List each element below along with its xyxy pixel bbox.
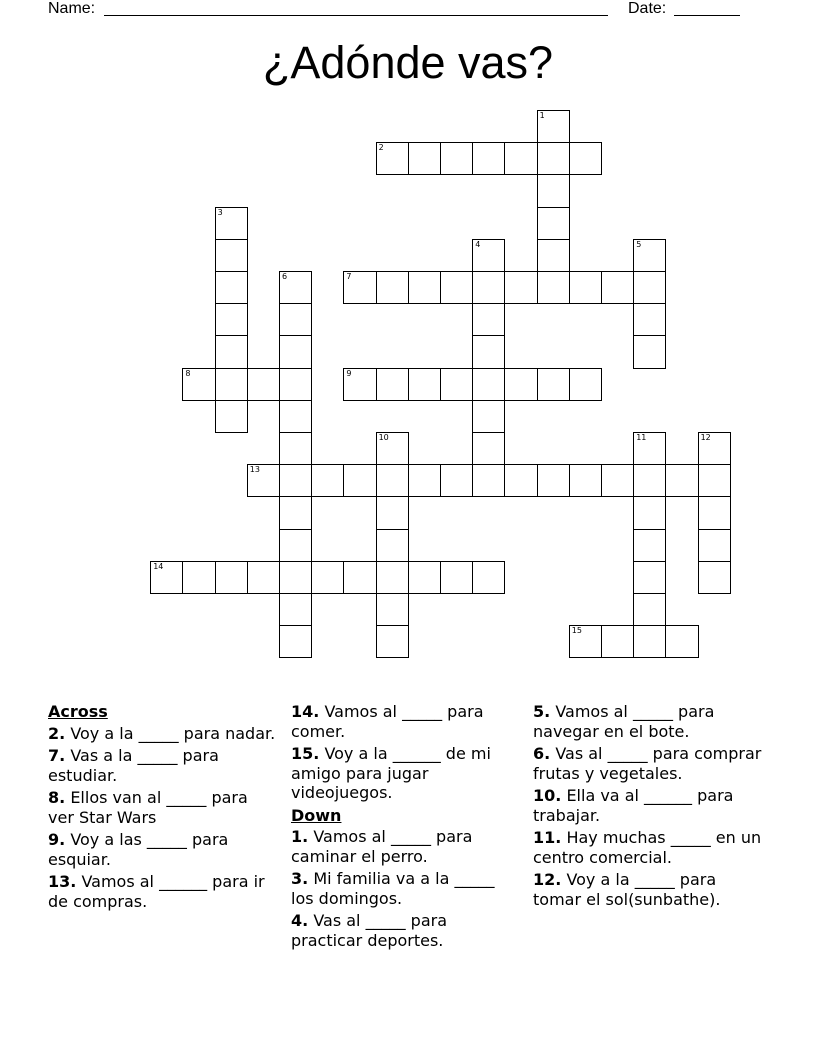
crossword-cell[interactable] (569, 142, 602, 175)
crossword-cell[interactable] (376, 142, 409, 175)
clue-number: 14. (291, 702, 320, 721)
crossword-cell[interactable] (215, 335, 248, 368)
crossword-cell[interactable] (150, 561, 183, 594)
crossword-cell[interactable] (376, 368, 409, 401)
crossword-cell[interactable] (472, 464, 505, 497)
crossword-cell[interactable] (537, 174, 570, 207)
crossword-cell[interactable] (279, 464, 312, 497)
crossword-cell[interactable] (408, 561, 441, 594)
crossword-cell[interactable] (343, 368, 376, 401)
crossword-cell[interactable] (376, 271, 409, 304)
clue-number: 4. (291, 911, 309, 930)
crossword-cell[interactable] (569, 625, 602, 658)
crossword-cell[interactable] (215, 368, 248, 401)
clue-down-1 (291, 827, 521, 866)
crossword-cell[interactable] (440, 368, 473, 401)
crossword-cell[interactable] (376, 529, 409, 562)
clue-number: 9. (48, 830, 66, 849)
crossword-cell[interactable] (376, 496, 409, 529)
crossword-cell[interactable] (601, 271, 634, 304)
crossword-cell[interactable] (215, 239, 248, 272)
crossword-cell[interactable] (633, 593, 666, 626)
crossword-cell[interactable] (698, 464, 731, 497)
clue-number: 3. (291, 869, 309, 888)
clue-across-2 (48, 724, 278, 744)
crossword-cell[interactable] (408, 464, 441, 497)
crossword-cell[interactable] (537, 142, 570, 175)
clue-text: Voy a la _____ para nadar. (70, 723, 276, 743)
clue-number: 8. (48, 788, 66, 807)
crossword-cell[interactable] (408, 271, 441, 304)
crossword-cell[interactable] (279, 593, 312, 626)
crossword-cell[interactable] (633, 239, 666, 272)
clue-text: Hay muchas _____ en un centro comercial. (533, 828, 762, 867)
cell-number: 5 (636, 239, 642, 249)
across-heading: Across (48, 702, 108, 721)
crossword-cell[interactable] (279, 529, 312, 562)
clue-across-15 (291, 744, 521, 803)
crossword-cell[interactable] (408, 142, 441, 175)
clue-text: Vamos al _____ para navegar en el bote. (533, 702, 715, 741)
crossword-cell[interactable] (601, 625, 634, 658)
crossword-cell[interactable] (537, 368, 570, 401)
clue-number: 11. (533, 828, 562, 847)
crossword-cell[interactable] (279, 561, 312, 594)
clue-text: Voy a las _____ para esquiar. (48, 830, 229, 869)
clue-down-5 (533, 702, 763, 741)
crossword-cell[interactable] (472, 432, 505, 465)
crossword-cell[interactable] (537, 110, 570, 143)
crossword-cell[interactable] (343, 561, 376, 594)
clue-text: Voy a la ______ de mi amigo para jugar videojuegos. (291, 744, 491, 802)
crossword-cell[interactable] (279, 400, 312, 433)
crossword-cell[interactable] (472, 239, 505, 272)
clue-across-7 (48, 746, 278, 785)
cell-number: 12 (700, 433, 711, 442)
clue-text: Vas al _____ para practicar deportes. (291, 911, 448, 950)
crossword-cell[interactable] (698, 496, 731, 529)
crossword-cell[interactable] (440, 142, 473, 175)
crossword-cell[interactable] (472, 142, 505, 175)
clue-number: 6. (533, 744, 551, 763)
crossword-cell[interactable] (633, 625, 666, 658)
crossword-cell[interactable] (440, 561, 473, 594)
cell-number: 4 (475, 239, 481, 249)
crossword-cell[interactable] (537, 239, 570, 272)
crossword-cell[interactable] (504, 142, 537, 175)
crossword-cell[interactable] (569, 271, 602, 304)
crossword-cell[interactable] (537, 464, 570, 497)
clue-across-14 (291, 702, 521, 741)
crossword-cell[interactable] (311, 464, 344, 497)
crossword-cell[interactable] (279, 271, 312, 304)
clue-column-3 (533, 702, 763, 912)
crossword-cell[interactable] (247, 464, 280, 497)
clue-text: Vas a la _____ para estudiar. (48, 746, 219, 785)
down-heading: Down (291, 805, 342, 825)
clue-text: Mi familia va a la _____ los domingos. (291, 869, 495, 908)
crossword-cell[interactable] (343, 271, 376, 304)
clue-down-12 (533, 870, 763, 909)
crossword-cell[interactable] (633, 303, 666, 336)
clue-across-8 (48, 788, 278, 827)
clue-text: Vamos al ______ para ir de compras. (48, 872, 265, 911)
cell-number: 1 (539, 111, 545, 120)
crossword-cell[interactable] (376, 593, 409, 626)
cell-number: 11 (636, 433, 647, 442)
crossword-cell[interactable] (472, 400, 505, 433)
clue-text: Ellos van al _____ para ver Star Wars (48, 788, 248, 827)
name-label: Name: (48, 0, 96, 17)
clue-number: 13. (48, 872, 77, 891)
crossword-cell[interactable] (472, 561, 505, 594)
crossword-cell[interactable] (504, 464, 537, 497)
crossword-cell[interactable] (376, 561, 409, 594)
crossword-cell[interactable] (343, 464, 376, 497)
cell-number: 10 (378, 433, 389, 442)
crossword-cell[interactable] (215, 561, 248, 594)
crossword-cell[interactable] (440, 464, 473, 497)
crossword-cell[interactable] (279, 303, 312, 336)
clue-down-4 (291, 911, 521, 950)
crossword-cell[interactable] (537, 207, 570, 240)
clue-number: 5. (533, 702, 551, 721)
crossword-cell[interactable] (408, 368, 441, 401)
cell-number: 3 (217, 207, 223, 217)
crossword-cell[interactable] (601, 464, 634, 497)
crossword-cell[interactable] (376, 432, 409, 465)
clue-text: Voy a la _____ para tomar el sol(sunbathe). (533, 870, 721, 909)
crossword-cell[interactable] (215, 271, 248, 304)
crossword-cell[interactable] (376, 625, 409, 658)
cell-number: 8 (185, 368, 191, 378)
crossword-cell[interactable] (247, 368, 280, 401)
clue-down-6 (533, 744, 763, 783)
clue-down-10 (533, 786, 763, 825)
clue-text: Vamos al _____ para caminar el perro. (291, 827, 473, 866)
crossword-cell[interactable] (279, 335, 312, 368)
clue-number: 10. (533, 786, 562, 805)
crossword-cell[interactable] (504, 368, 537, 401)
crossword-cell[interactable] (472, 271, 505, 304)
clue-number: 7. (48, 746, 66, 765)
crossword-cell[interactable] (279, 432, 312, 465)
clue-number: 12. (533, 870, 562, 889)
crossword-cell[interactable] (537, 271, 570, 304)
crossword-cell[interactable] (311, 561, 344, 594)
crossword-cell[interactable] (279, 625, 312, 658)
clue-text: Vamos al _____ para comer. (291, 702, 484, 741)
cell-number: 6 (282, 272, 288, 281)
cell-number: 13 (249, 465, 260, 475)
clue-text: Ella va al ______ para trabajar. (533, 786, 734, 825)
cell-number: 14 (153, 561, 164, 571)
date-label: Date: (628, 0, 667, 17)
crossword-cell[interactable] (504, 271, 537, 304)
crossword-cell[interactable] (376, 464, 409, 497)
clue-column-1 (48, 702, 278, 914)
cell-number: 7 (346, 272, 352, 281)
clue-across-13 (48, 872, 278, 911)
crossword-cell[interactable] (182, 368, 215, 401)
crossword-cell[interactable] (215, 400, 248, 433)
crossword-cell[interactable] (633, 271, 666, 304)
crossword-cell[interactable] (569, 464, 602, 497)
crossword-cell[interactable] (440, 271, 473, 304)
crossword-cell[interactable] (472, 303, 505, 336)
crossword-cell[interactable] (698, 561, 731, 594)
clue-down-3 (291, 869, 521, 908)
clue-text: Vas al _____ para comprar frutas y vegetales. (533, 744, 762, 783)
clue-across-9 (48, 830, 278, 869)
clue-number: 2. (48, 723, 66, 743)
clue-down-11 (533, 828, 763, 867)
page-title: ¿Adónde vas? (262, 37, 554, 88)
crossword-cell[interactable] (633, 561, 666, 594)
clue-number: 1. (291, 827, 309, 846)
crossword-cell[interactable] (698, 529, 731, 562)
crossword-cell[interactable] (665, 464, 698, 497)
crossword-cell[interactable] (633, 335, 666, 368)
crossword-cell[interactable] (279, 496, 312, 529)
crossword-cell[interactable] (215, 207, 248, 240)
crossword-cell[interactable] (472, 335, 505, 368)
crossword-cell[interactable] (472, 368, 505, 401)
crossword-cell[interactable] (633, 529, 666, 562)
crossword-cell[interactable] (279, 368, 312, 401)
clue-number: 15. (291, 744, 320, 763)
crossword-cell[interactable] (182, 561, 215, 594)
crossword-cell[interactable] (633, 432, 666, 465)
crossword-cell[interactable] (633, 496, 666, 529)
clue-column-2 (291, 702, 521, 953)
crossword-cell[interactable] (569, 368, 602, 401)
cell-number: 9 (346, 368, 352, 378)
crossword-cell[interactable] (247, 561, 280, 594)
crossword-cell[interactable] (698, 432, 731, 465)
cell-number: 2 (378, 143, 384, 153)
cell-number: 15 (571, 626, 582, 636)
crossword-cell[interactable] (215, 303, 248, 336)
crossword-cell[interactable] (633, 464, 666, 497)
crossword-cell[interactable] (665, 625, 698, 658)
